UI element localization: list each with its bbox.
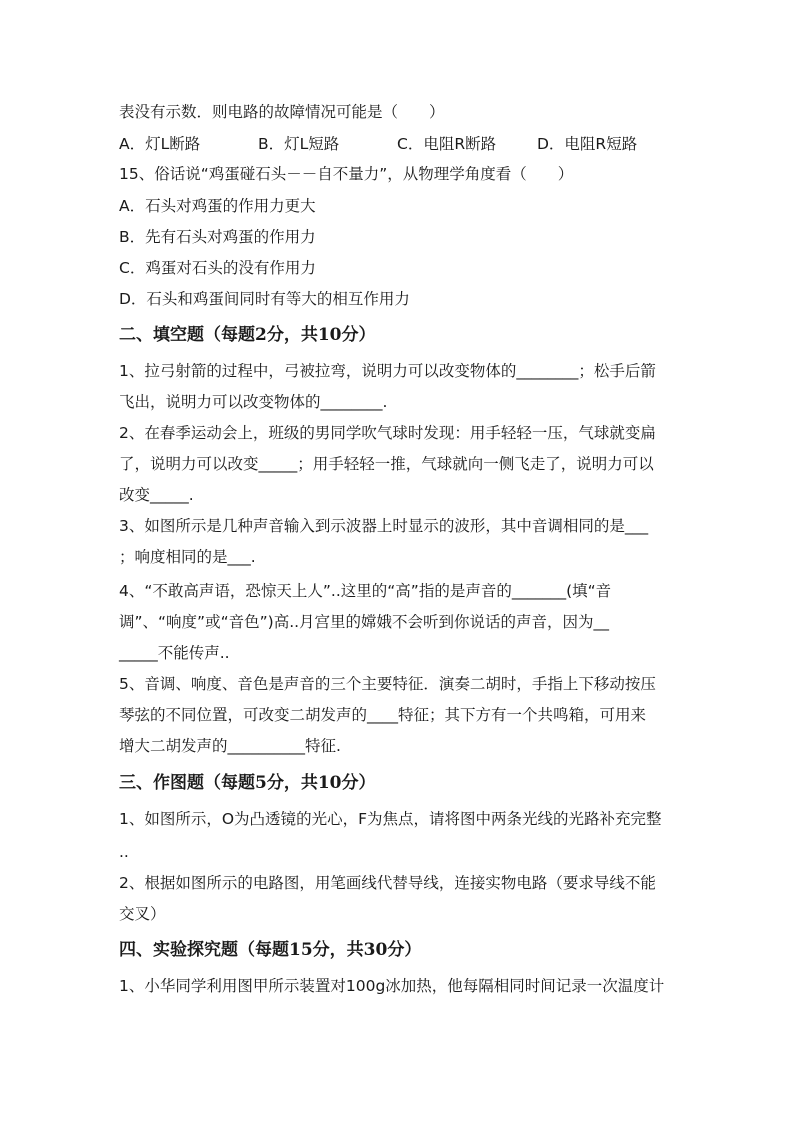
q14-option-c: C．电阻R断路 [397, 135, 497, 153]
s3-line: .. [119, 843, 129, 861]
s2-line: 了，说明力可以改变_____；用手轻轻一推，气球就向一侧飞走了，说明力可以 [119, 455, 654, 473]
s2-line: 1、拉弓射箭的过程中，弓被拉弯，说明力可以改变物体的________；松手后箭 [119, 362, 656, 380]
s2-line: 3、如图所示是几种声音输入到示波器上时显示的波形，其中音调相同的是___ [119, 517, 649, 535]
section2-heading: 二、填空题（每题2分，共10分） [119, 325, 376, 345]
s4-line: 1、小华同学利用图甲所示装置对100g冰加热，他每隔相同时间记录一次温度计 [119, 977, 665, 995]
s2-line: 2、在春季运动会上，班级的男同学吹气球时发现：用手轻轻一压，气球就变扁 [119, 424, 656, 442]
s2-line: 4、“不敢高声语，恐惊天上人”..这里的“高”指的是声音的_______(填“音 [119, 582, 612, 600]
s2-line: 5、音调、响度、音色是声音的三个主要特征．演奏二胡时，手指上下移动按压 [119, 675, 656, 693]
q15-option-b: B．先有石头对鸡蛋的作用力 [119, 228, 316, 246]
q14-option-a: A．灯L断路 [119, 135, 201, 153]
s2-line: 琴弦的不同位置，可改变二胡发声的____特征；其下方有一个共鸣箱，可用来 [119, 706, 647, 724]
q14-option-d: D．电阻R短路 [537, 135, 638, 153]
s2-line: 改变_____. [119, 486, 194, 504]
s2-line: 飞出，说明力可以改变物体的________. [119, 393, 388, 411]
q15-option-d: D．石头和鸡蛋间同时有等大的相互作用力 [119, 290, 410, 308]
q14-option-b: B．灯L短路 [258, 135, 340, 153]
q14-continuation: 表没有示数．则电路的故障情况可能是（ ） [119, 103, 445, 121]
s2-line: 增大二胡发声的__________特征. [119, 737, 341, 755]
s3-line: 交叉） [119, 905, 166, 923]
section3-heading: 三、作图题（每题5分，共10分） [119, 773, 376, 793]
section4-heading: 四、实验探究题（每题15分，共30分） [119, 940, 422, 960]
s3-line: 2、根据如图所示的电路图，用笔画线代替导线，连接实物电路（要求导线不能 [119, 874, 656, 892]
s2-line: _____不能传声.. [119, 644, 230, 662]
s2-line: ；响度相同的是___. [119, 548, 256, 566]
s2-line: 调”、“响度”或“音色”)高..月宫里的嫦娥不会听到你说话的声音，因为__ [119, 613, 610, 631]
q15-option-a: A．石头对鸡蛋的作用力更大 [119, 197, 316, 215]
q15-stem: 15、俗话说“鸡蛋碰石头－－自不量力”，从物理学角度看（ ） [119, 165, 574, 183]
q15-option-c: C．鸡蛋对石头的没有作用力 [119, 259, 316, 277]
s3-line: 1、如图所示，O为凸透镜的光心，F为焦点，请将图中两条光线的光路补充完整 [119, 810, 662, 828]
